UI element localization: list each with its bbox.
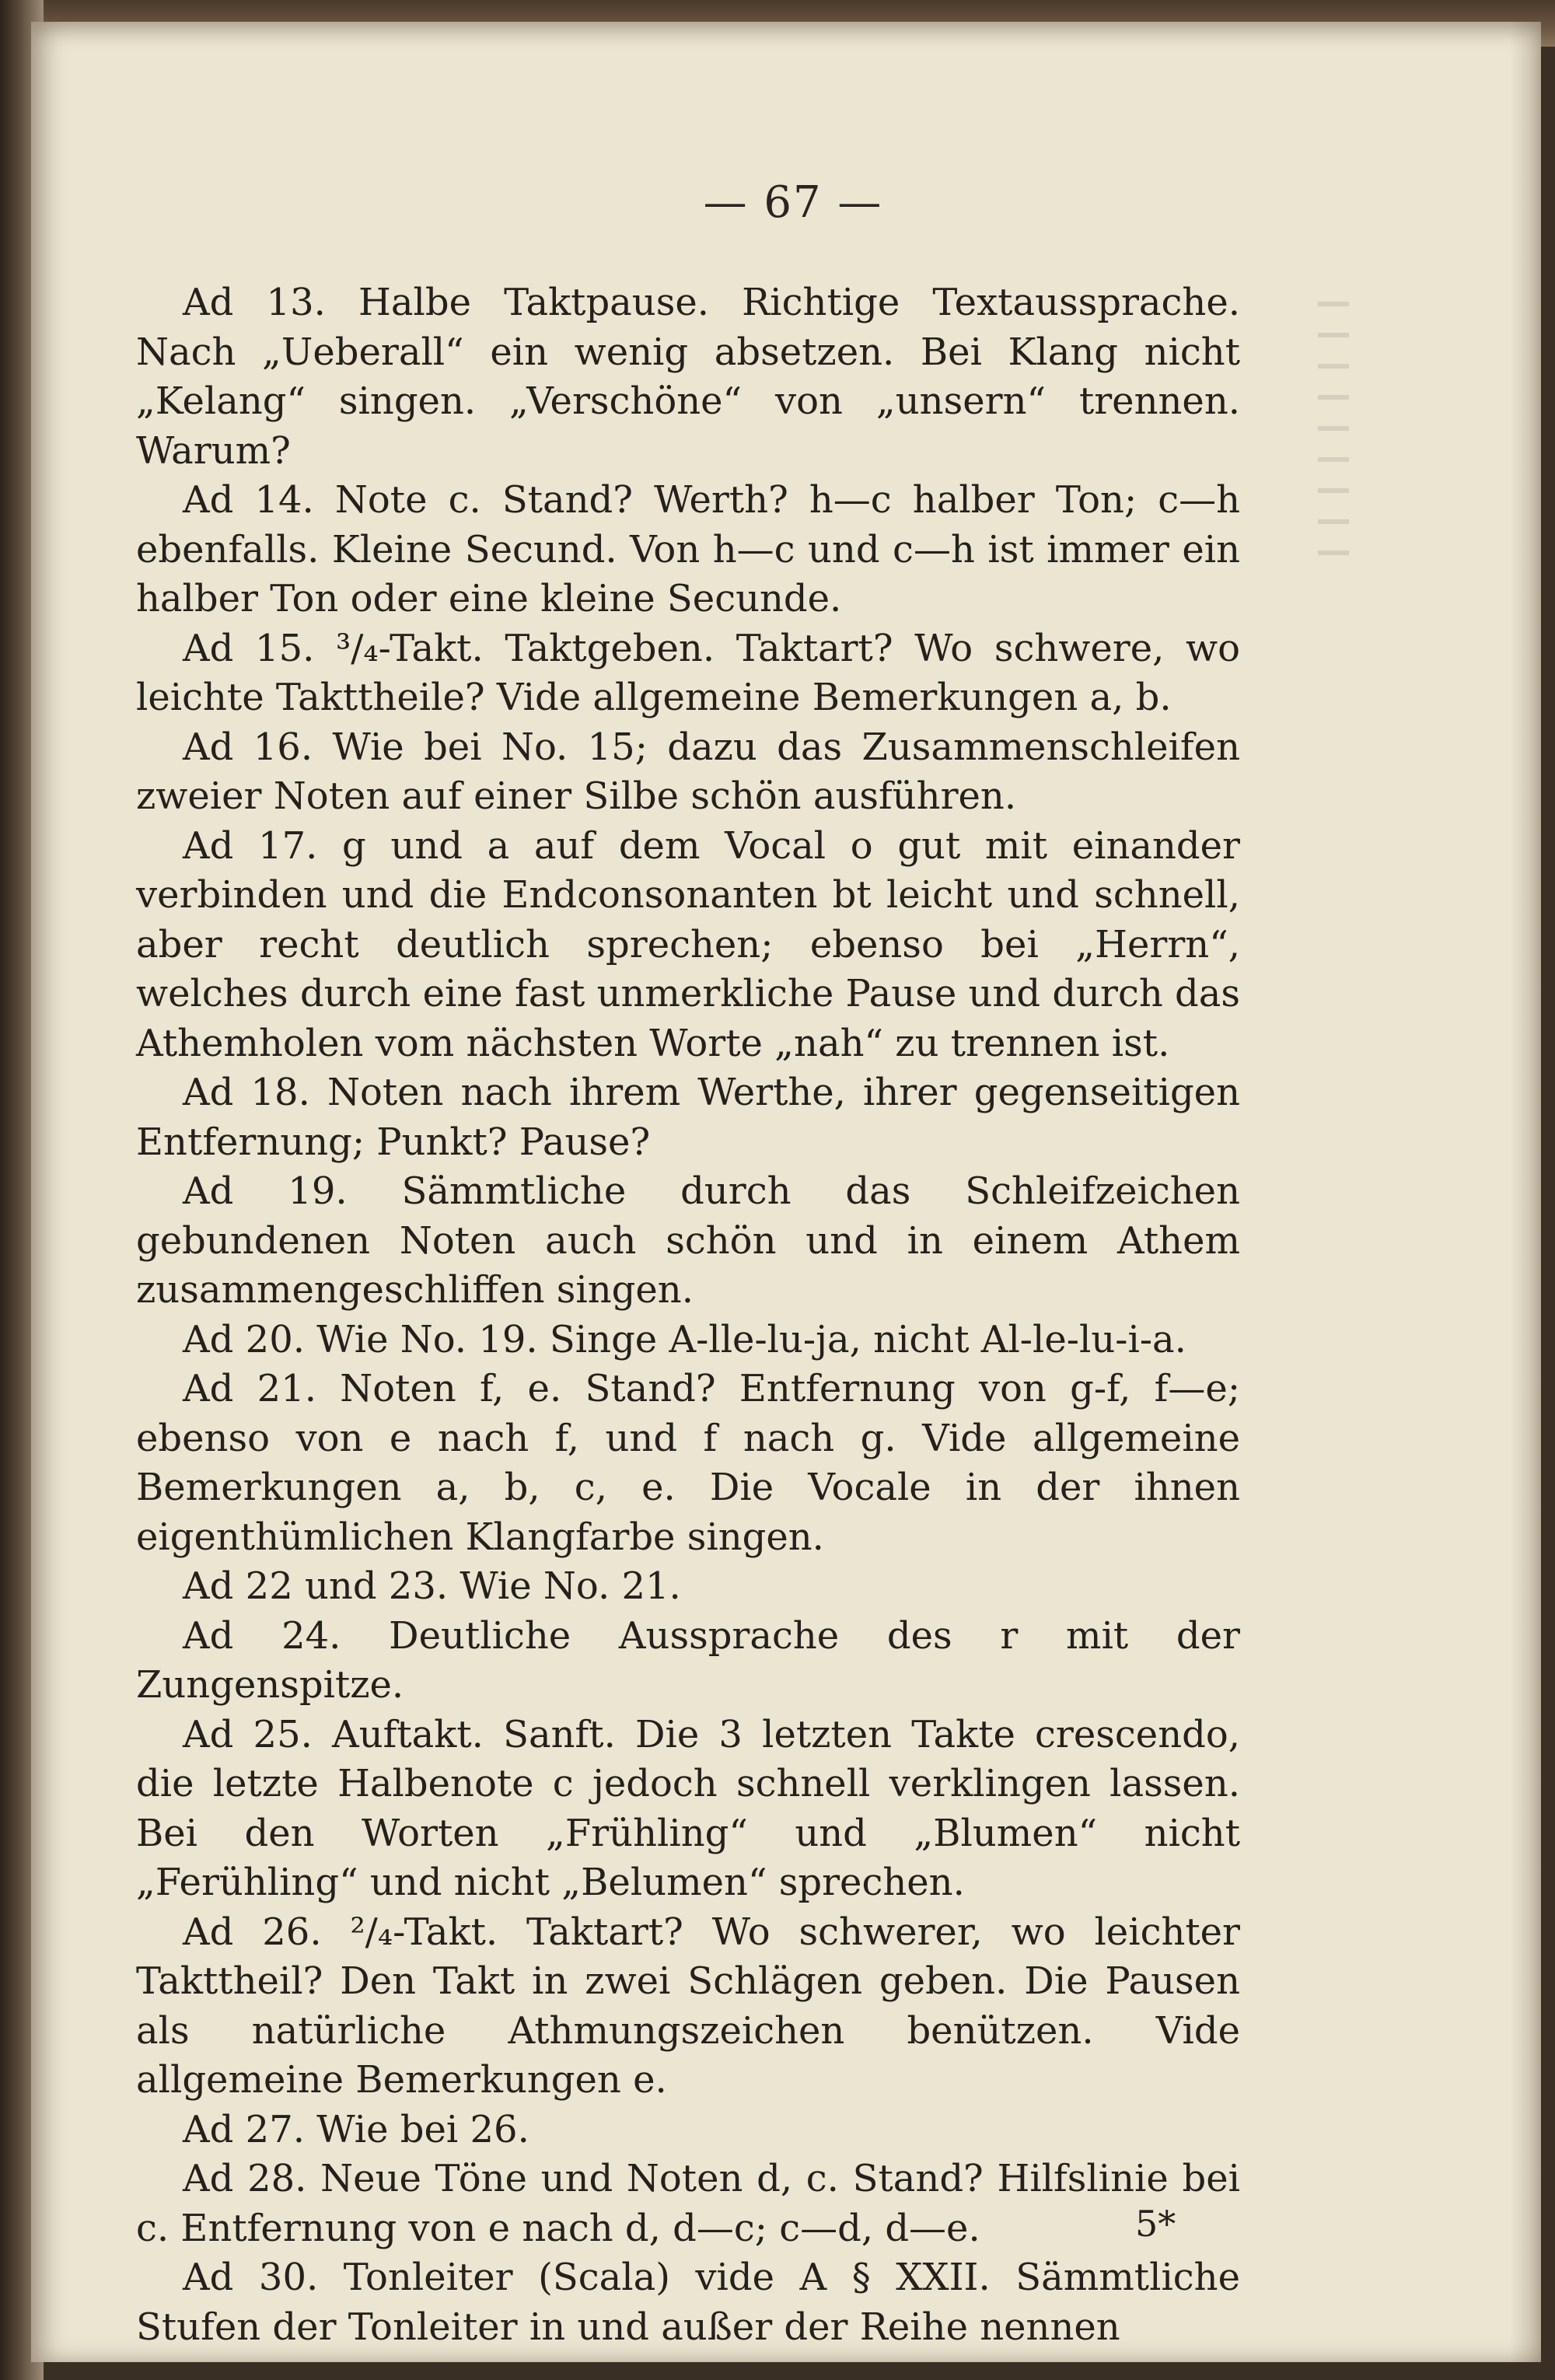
paragraph-ad-27: Ad 27. Wie bei 26. <box>183 2107 529 2151</box>
paragraph-ad-30: Ad 30. Tonleiter (Scala) vide A § XXII. Sämmtliche Stufen der Tonleiter in und außer der Reihe nennen <box>136 2256 1240 2349</box>
paragraph-ad-17: Ad 17. g und a auf dem Vocal o gut mit einander verbinden und die Endconsonanten bt leicht und schnell, aber recht deutlich sprechen; ebenso bei „Herrn“, welches durch eine fast unmerkliche Pause und durch das Athemholen vom nächsten Worte „nah“ zu trennen ist. <box>136 823 1240 1065</box>
paragraph-ad-22-23: Ad 22 und 23. Wie No. 21. <box>183 1564 681 1608</box>
paragraph-ad-15: Ad 15. ³/₄-Takt. Taktgeben. Taktart? Wo schwere, wo leichte Takttheile? Vide allgemeine Bemerkungen a, b. <box>136 626 1240 719</box>
show-through-marks <box>1318 302 1349 558</box>
paragraph-ad-20: Ad 20. Wie No. 19. Singe A-lle-lu-ja, nicht Al-le-lu-i-a. <box>183 1317 1186 1361</box>
body-text <box>136 278 1240 2352</box>
paragraph-ad-21: Ad 21. Noten f, e. Stand? Entfernung von g-f, f—e; ebenso von e nach f, und f nach g. Vide allgemeine Bemerkungen a, b, c, e. Die Vocale in der ihnen eigenthümlichen Klangfarbe singen. <box>136 1367 1240 1559</box>
page-number: — 67 — <box>703 177 883 228</box>
paragraph-ad-26: Ad 26. ²/₄-Takt. Taktart? Wo schwerer, wo leichter Takttheil? Den Takt in zwei Schlägen geben. Die Pausen als natürliche Athmungszeichen benützen. Vide allgemeine Bemerkungen e. <box>136 1910 1240 2102</box>
paragraph-ad-28: Ad 28. Neue Töne und Noten d, c. Stand? Hilfslinie bei c. Entfernung von e nach d, d—c; c—d, d—e. <box>136 2157 1240 2250</box>
paragraph-ad-25: Ad 25. Auftakt. Sanft. Die 3 letzten Takte crescendo, die letzte Halbenote c jedoch schnell verklingen lassen. Bei den Worten „Frühling“ und „Blumen“ nicht „Ferühling“ und nicht „Belumen“ sprechen. <box>136 1712 1240 1904</box>
paragraph-ad-16: Ad 16. Wie bei No. 15; dazu das Zusammenschleifen zweier Noten auf einer Silbe schön ausführen. <box>136 725 1240 818</box>
paragraph-ad-18: Ad 18. Noten nach ihrem Werthe, ihrer gegenseitigen Entfernung; Punkt? Pause? <box>136 1071 1240 1164</box>
paragraph-ad-19: Ad 19. Sämmtliche durch das Schleifzeichen gebundenen Noten auch schön und in einem Athem zusammengeschliffen singen. <box>136 1169 1240 1312</box>
book-page <box>31 22 1541 2362</box>
paragraph-ad-13: Ad 13. Halbe Taktpause. Richtige Textaussprache. Nach „Ueberall“ ein wenig absetzen. Bei Klang nicht „Kelang“ singen. „Verschöne“ von „unsern“ trennen. Warum? <box>136 281 1240 473</box>
signature-mark: 5* <box>1135 2203 1176 2245</box>
paragraph-ad-14: Ad 14. Note c. Stand? Werth? h—c halber Ton; c—h ebenfalls. Kleine Secund. Von h—c und c—h ist immer ein halber Ton oder eine kleine Secunde. <box>136 478 1240 620</box>
paragraph-ad-24: Ad 24. Deutliche Aussprache des r mit der Zungenspitze. <box>136 1613 1240 1707</box>
page-edge-shadow <box>1510 22 1541 2362</box>
